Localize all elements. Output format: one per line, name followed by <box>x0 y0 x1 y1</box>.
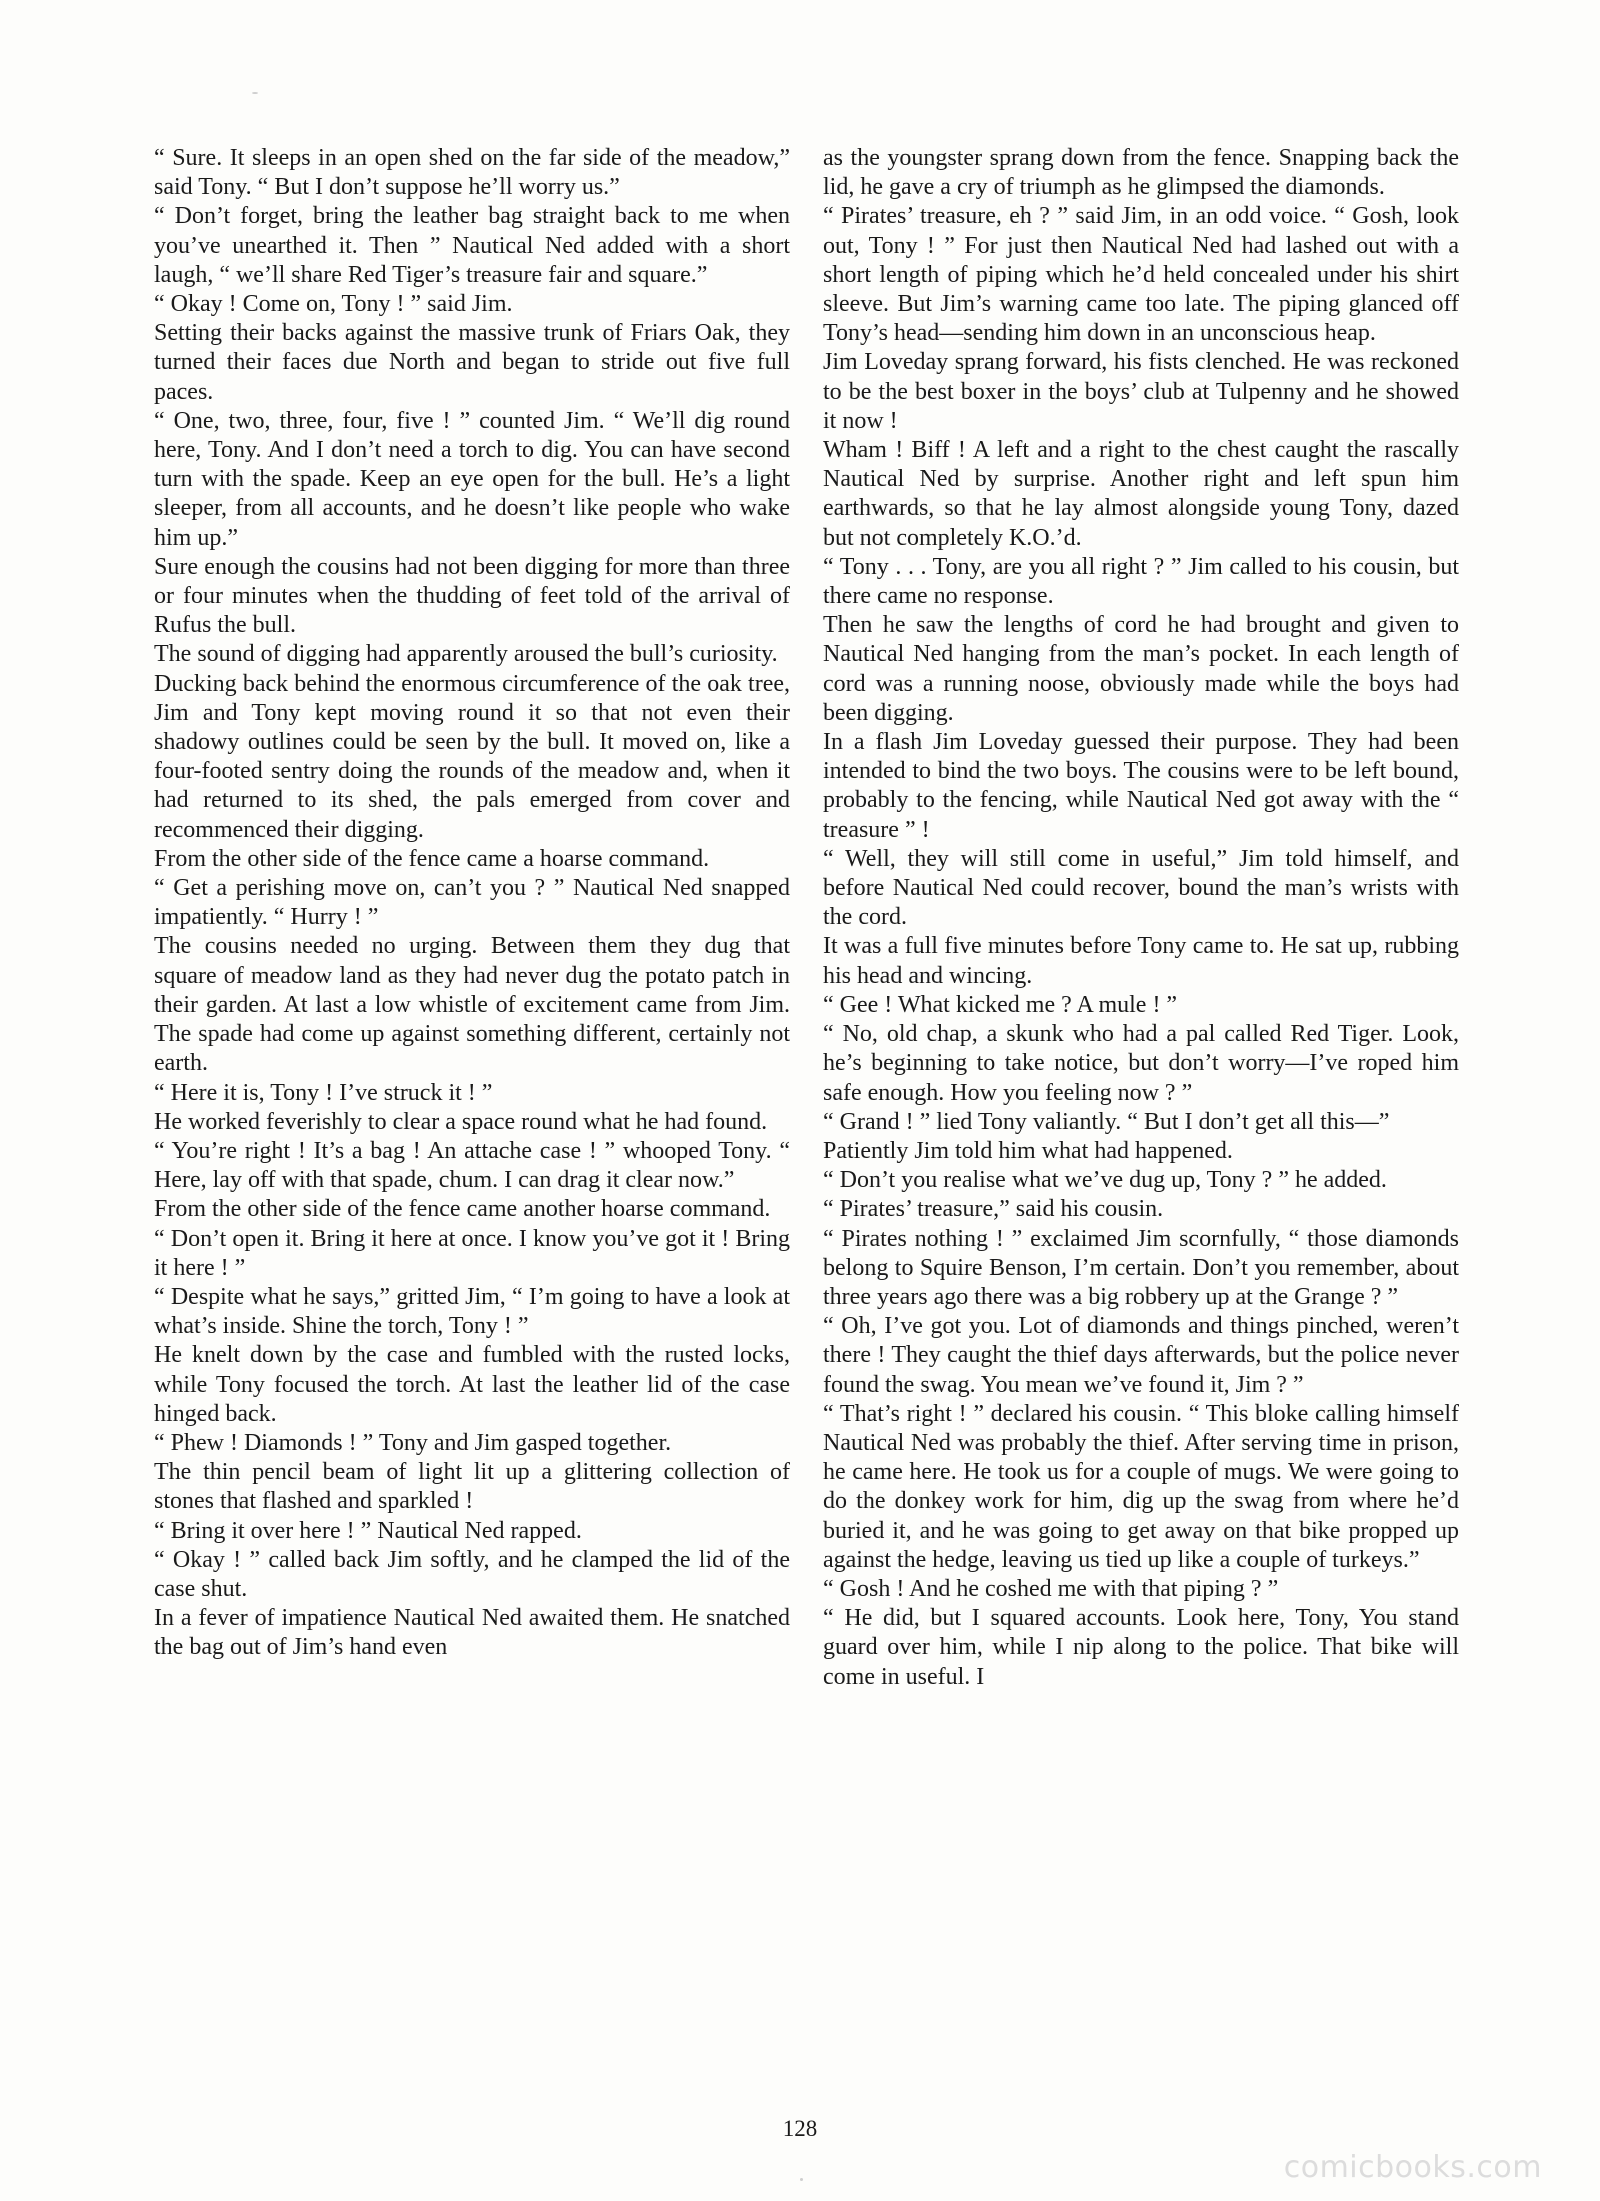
watermark: comicbooks.com <box>1283 2150 1542 2185</box>
paragraph: “ Gosh ! And he coshed me with that piping ? ” <box>823 1575 1279 1602</box>
paragraph: “ Pirates’ treasure,” said his cousin. <box>823 1196 1164 1223</box>
paragraph: The thin pencil beam of light lit up a glittering collection of stones that flashed and sparkled ! <box>154 1459 790 1515</box>
paragraph: He knelt down by the case and fumbled with the rusted locks, while Tony focused the torch. At last the leather lid of the case hinged back. <box>154 1342 790 1427</box>
paragraph: Setting their backs against the massive trunk of Friars Oak, they turned their faces due North and began to stride out five full paces. <box>154 320 790 405</box>
paragraph: Jim Loveday sprang forward, his fists clenched. He was reckoned to be the best boxer in the boys’ club at Tulpenny and he showed it now ! <box>823 349 1459 434</box>
paragraph: “ He did, but I squared accounts. Look here, Tony, You stand guard over him, while I nip along to the police. That bike will come in useful. I <box>823 1605 1459 1690</box>
right-text-column <box>823 144 1459 1692</box>
paragraph: “ Sure. It sleeps in an open shed on the far side of the meadow,” said Tony. “ But I don’t suppose he’ll worry us.” <box>154 145 790 201</box>
paragraph: “ Gee ! What kicked me ? A mule ! ” <box>823 991 1178 1018</box>
paragraph: “ Okay ! ” called back Jim softly, and he clamped the lid of the case shut. <box>154 1546 790 1602</box>
paragraph: “ Grand ! ” lied Tony valiantly. “ But I don’t get all this—” <box>823 1108 1390 1135</box>
paragraph: “ Tony . . . Tony, are you all right ? ” Jim called to his cousin, but there came no response. <box>823 553 1459 610</box>
paragraph: In a fever of impatience Nautical Ned awaited them. He snatched the bag out of Jim’s hand even <box>154 1605 790 1661</box>
paragraph: “ Don’t you realise what we’ve dug up, Tony ? ” he added. <box>823 1167 1387 1194</box>
paragraph: The sound of digging had apparently aroused the bull’s curiosity. <box>154 641 778 668</box>
paragraph: Sure enough the cousins had not been digging for more than three or four minutes when the thudding of feet told of the arrival of Rufus the bull. <box>154 553 790 639</box>
left-text-column <box>154 144 790 1663</box>
paragraph: Patiently Jim told him what had happened. <box>823 1137 1233 1164</box>
paragraph: “ Okay ! Come on, Tony ! ” said Jim. <box>154 291 513 318</box>
paragraph: Ducking back behind the enormous circumference of the oak tree, Jim and Tony kept moving round it so that not even their shadowy outlines could be seen by the bull. It moved on, like a four-footed sentry doing the rounds of the meadow and, when it had returned to its shed, the pals emerged from cover and recommenced their digging. <box>154 670 790 843</box>
paragraph: “ Phew ! Diamonds ! ” Tony and Jim gasped together. <box>154 1429 672 1456</box>
paragraph: “ That’s right ! ” declared his cousin. “ This bloke calling himself Nautical Ned was probably the thief. After serving time in prison, he came here. He took us for a couple of mugs. We were going to do the donkey work for him, dig up the swag from where he’d buried it, and he was going to get away on that bike propped up against the hedge, leaving us tied up like a couple of turkeys.” <box>823 1400 1459 1573</box>
paragraph: “ No, old chap, a skunk who had a pal called Red Tiger. Look, he’s beginning to take notice, but don’t worry—I’ve roped him safe enough. How you feeling now ? ” <box>823 1021 1459 1106</box>
paragraph: “ Pirates nothing ! ” exclaimed Jim scornfully, “ those diamonds belong to Squire Benson, I’m certain. Don’t you remember, about three years ago there was a big robbery up at the Grange ? ” <box>823 1225 1459 1310</box>
paragraph: “ You’re right ! It’s a bag ! An attache case ! ” whooped Tony. “ Here, lay off with that spade, chum. I can drag it clear now.” <box>154 1137 790 1194</box>
paragraph: The cousins needed no urging. Between them they dug that square of meadow land as they had never dug the potato patch in their garden. At last a low whistle of excitement came from Jim. The spade had come up against something different, certainly not earth. <box>154 933 790 1077</box>
paragraph: “ Oh, I’ve got you. Lot of diamonds and things pinched, weren’t there ! They caught the thief days afterwards, but the police never found the swag. You mean we’ve found it, Jim ? ” <box>823 1313 1459 1398</box>
paragraph: Then he saw the lengths of cord he had brought and given to Nautical Ned hanging from the man’s pocket. In each length of cord was a running noose, obviously made while the boys had been digging. <box>823 612 1459 726</box>
paragraph: In a flash Jim Loveday guessed their purpose. They had been intended to bind the two boys. The cousins were to be left bound, probably to the fencing, while Nautical Ned got away with the “ treasure ” ! <box>823 729 1459 843</box>
page-number: 128 <box>782 2116 818 2141</box>
paragraph: “ Pirates’ treasure, eh ? ” said Jim, in an odd voice. “ Gosh, look out, Tony ! ” For just then Nautical Ned had lashed out with a short length of piping which he’d held concealed under his shirt sleeve. But Jim’s warning came too late. The piping glanced off Tony’s head—sending him down in an unconscious heap. <box>823 203 1459 347</box>
paragraph: “ Don’t open it. Bring it here at once. I know you’ve got it ! Bring it here ! ” <box>154 1225 790 1281</box>
paragraph: “ Get a perishing move on, can’t you ? ” Nautical Ned snapped impatiently. “ Hurry ! ” <box>154 875 790 931</box>
paragraph: as the youngster sprang down from the fence. Snapping back the lid, he gave a cry of triumph as he glimpsed the diamonds. <box>823 145 1459 201</box>
paragraph: “ Here it is, Tony ! I’ve struck it ! ” <box>154 1079 493 1106</box>
paragraph: “ One, two, three, four, five ! ” counted Jim. “ We’ll dig round here, Tony. And I don’t need a torch to dig. You can have second turn with the spade. Keep an eye open for the bull. He’s a light sleeper, from all accounts, and he doesn’t like people who wake him up.” <box>154 407 790 551</box>
paragraph: He worked feverishly to clear a space round what he had found. <box>154 1108 768 1135</box>
paper-speck <box>252 92 258 94</box>
paragraph: “ Bring it over here ! ” Nautical Ned rapped. <box>154 1517 582 1544</box>
paragraph: It was a full five minutes before Tony came to. He sat up, rubbing his head and wincing. <box>823 933 1459 989</box>
paper-speck <box>800 2178 803 2181</box>
paragraph: “ Don’t forget, bring the leather bag straight back to me when you’ve unearthed it. Then ” Nautical Ned added with a short laugh, “ we’ll share Red Tiger’s treasure fair and square.” <box>154 203 790 288</box>
paragraph: “ Well, they will still come in useful,” Jim told himself, and before Nautical Ned could recover, bound the man’s wrists with the cord. <box>823 845 1459 931</box>
paragraph: From the other side of the fence came a hoarse command. <box>154 845 710 872</box>
paragraph: Wham ! Biff ! A left and a right to the chest caught the rascally Nautical Ned by surprise. Another right and left spun him earthwards, so that he lay almost alongside young Tony, dazed but not completely K.O.’d. <box>823 437 1459 551</box>
paragraph: From the other side of the fence came another hoarse command. <box>154 1196 771 1223</box>
paragraph: “ Despite what he says,” gritted Jim, “ I’m going to have a look at what’s inside. Shine the torch, Tony ! ” <box>154 1283 790 1340</box>
